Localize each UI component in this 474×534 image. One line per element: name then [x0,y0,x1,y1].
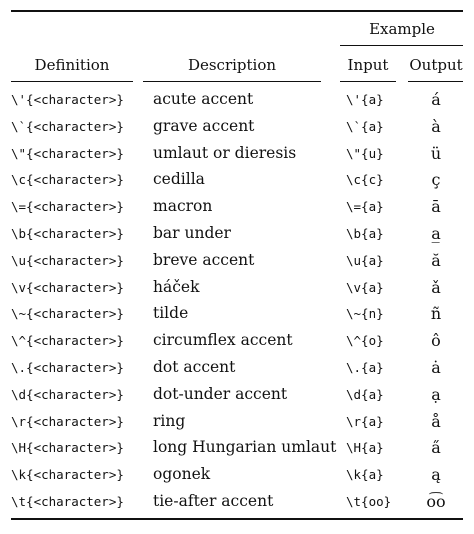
output-cell: a̲ [431,224,441,243]
definition-cell: \~{<character>} [11,306,124,322]
header-description: Description [187,56,277,74]
definition-cell: \"{<character>} [11,145,124,161]
table-row [0,193,474,220]
definition-cell: \t{<character>} [11,494,124,509]
example-cmidrule [340,45,463,46]
description-cell: acute accent [153,90,254,108]
header-definition: Definition [34,56,110,74]
output-cell: á [431,90,441,109]
input-cell: \={a} [346,199,384,215]
input-cell: \.{a} [346,360,384,375]
output-cell: ü [430,143,442,163]
table-row [0,140,474,167]
input-cell: \d{a} [346,386,384,402]
output-cell: ȧ [431,358,441,377]
table-row [0,113,474,140]
input-cell: \c{c} [346,172,384,188]
header-input: Input [347,56,389,74]
input-cell: \H{a} [346,440,384,456]
description-cell: háček [153,277,200,296]
input-cell: \t{oo} [346,494,392,509]
input-cell: \k{a} [346,467,384,483]
input-cell: \`{a} [346,118,384,134]
definition-cell: \v{<character>} [11,279,124,295]
description-cell: macron [153,197,213,216]
input-cell: \u{a} [346,252,384,268]
output-cell: ô [431,331,441,351]
description-cell: grave accent [153,116,255,135]
definition-cell: \={<character>} [11,199,124,215]
table-row [0,86,474,113]
table-row [0,354,474,381]
output-cell: ą [431,465,441,485]
table-row [0,274,474,301]
description-cell: breve accent [153,250,255,269]
table-row [0,488,474,515]
bottom-rule [11,518,463,520]
description-cell: tie-after accent [153,492,274,510]
description-cell: bar under [153,224,231,242]
definition-cell: \H{<character>} [11,440,124,456]
definition-cell: \^{<character>} [11,333,124,349]
description-cell: dot accent [153,358,236,376]
output-cell: ǎ [431,277,441,297]
description-cell: cedilla [153,170,205,189]
definition-cell: \`{<character>} [11,118,124,134]
definition-cell: \.{<character>} [11,360,124,375]
header-output: Output [409,56,463,74]
header-example: Example [369,20,435,38]
description-cell: ogonek [153,465,211,484]
output-cell: å [431,411,441,431]
definition-cell: \u{<character>} [11,252,124,268]
table-row [0,300,474,327]
table-row [0,220,474,247]
definition-cell: \b{<character>} [11,226,124,241]
output-cell: ă [431,250,441,270]
table-row [0,408,474,435]
definition-cell: \k{<character>} [11,467,124,483]
top-rule [11,10,463,12]
output-cell: ñ [430,304,442,324]
table-row [0,247,474,274]
table-row [0,381,474,408]
output-cell: a̋ [431,438,441,458]
description-cell: ring [153,411,186,430]
output-cell: à [431,116,441,136]
description-cell: circumflex accent [153,331,293,350]
input-cell: \r{a} [346,413,384,429]
output-cmidrule [408,81,463,82]
table-row [0,166,474,193]
input-cmidrule [340,81,396,82]
output-cell: ạ [431,384,441,404]
input-cell: \~{n} [346,306,384,322]
description-cell: long Hungarian umlaut [153,438,337,457]
output-cell: ā [431,197,441,217]
definition-cell: \c{<character>} [11,172,124,188]
input-cell: \'{a} [346,92,384,107]
input-cell: \"{u} [346,145,384,161]
description-cell: umlaut or dieresis [153,143,297,162]
table-row [0,327,474,354]
input-cell: \^{o} [346,333,384,349]
input-cell: \b{a} [346,226,384,241]
definition-cell: \d{<character>} [11,386,124,402]
definition-cmidrule [11,81,133,82]
input-cell: \v{a} [346,279,384,295]
definition-cell: \'{<character>} [11,92,124,107]
definition-cell: \r{<character>} [11,413,124,429]
description-cell: tilde [153,304,189,323]
table-row [0,434,474,461]
output-cell: o͡o [426,492,446,511]
description-cmidrule [143,81,321,82]
description-cell: dot-under accent [153,384,288,403]
output-cell: ç [431,170,441,190]
table-row [0,461,474,488]
